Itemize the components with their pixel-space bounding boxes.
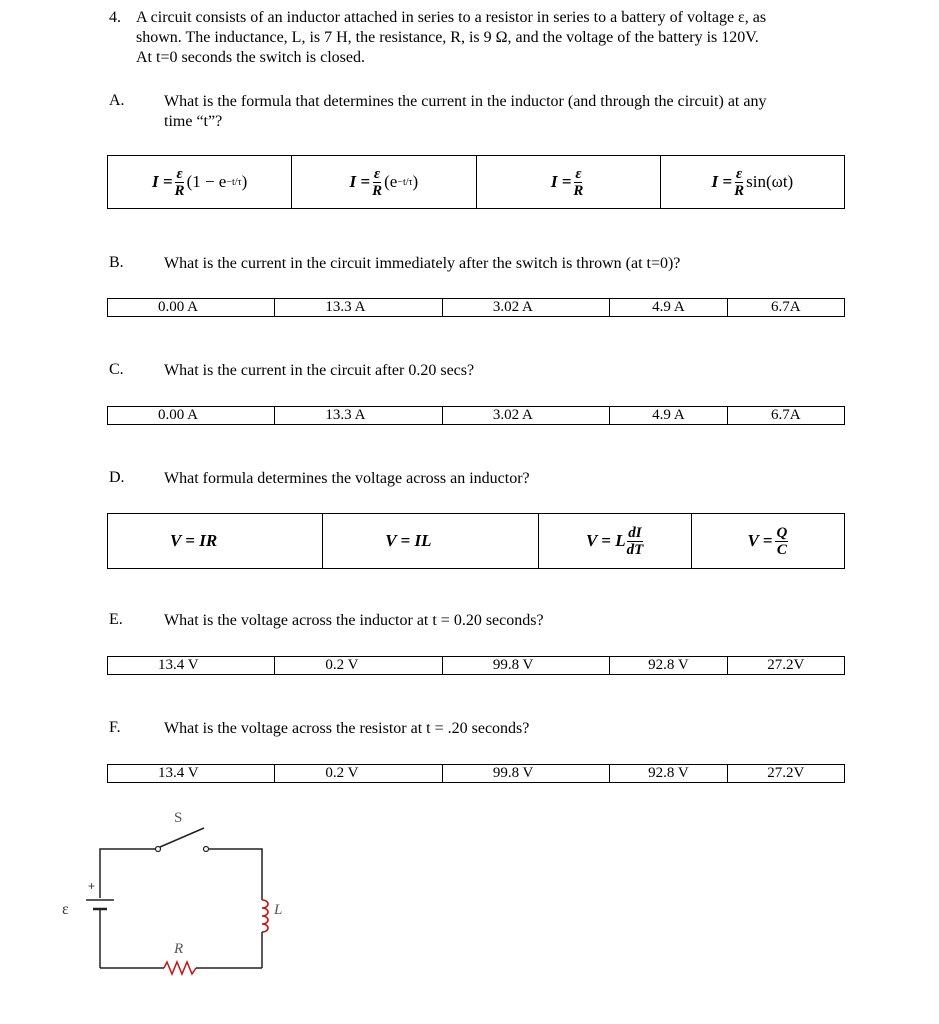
- option-a3[interactable]: I = $\frac{\varepsilon}{R}$: [477, 156, 661, 208]
- option-b3[interactable]: 3.02 A: [443, 299, 610, 316]
- problem-line-2: shown. The inductance, L, is 7 H, the resistance, R, is 9 Ω, and the voltage of the battery is 120V.: [136, 29, 759, 46]
- option-b5[interactable]: 6.7A: [771, 299, 801, 315]
- option-d2[interactable]: V = IL: [323, 514, 538, 568]
- problem-line-1: A circuit consists of an inductor attached in series to a resistor in series to a battery of voltage ε, as: [136, 9, 767, 26]
- option-b1[interactable]: 0.00 A: [108, 299, 275, 316]
- question-b-letter: B.: [109, 254, 124, 271]
- inductor-label: L: [274, 902, 283, 918]
- question-e-options: [107, 656, 845, 675]
- question-d-options: [107, 513, 845, 569]
- question-d-letter: D.: [109, 469, 125, 486]
- option-a4[interactable]: I = $\frac{\varepsilon}{R}$ sin(ωt): [711, 165, 794, 199]
- option-e3[interactable]: 99.8 V: [443, 657, 610, 674]
- option-e4[interactable]: 92.8 V: [610, 657, 727, 674]
- option-e2[interactable]: 0.2 V: [275, 657, 442, 674]
- resistor: [164, 962, 196, 974]
- question-c-options: [107, 406, 845, 425]
- option-f4[interactable]: 92.8 V: [610, 765, 727, 782]
- question-c-text: What is the current in the circuit after 0.20 secs?: [164, 362, 475, 379]
- emf-label: ε: [62, 901, 69, 918]
- question-d-text: What formula determines the voltage across an inductor?: [164, 470, 530, 487]
- switch-blade: [160, 828, 204, 847]
- question-f-text: What is the voltage across the resistor at t = .20 seconds?: [164, 720, 530, 737]
- question-a-letter: A.: [109, 92, 125, 109]
- question-f-letter: F.: [109, 719, 121, 736]
- option-e5[interactable]: 27.2V: [767, 657, 805, 673]
- resistor-label: R: [174, 941, 184, 957]
- wire-top-right: [208, 849, 262, 900]
- option-d1[interactable]: V = IR: [108, 514, 323, 568]
- option-f1[interactable]: 13.4 V: [108, 765, 275, 782]
- option-c1[interactable]: 0.00 A: [108, 407, 275, 424]
- switch-contact-right: [204, 847, 209, 852]
- question-a-line-2: time “t”?: [164, 113, 223, 130]
- option-f3[interactable]: 99.8 V: [443, 765, 610, 782]
- option-d4[interactable]: V = $\frac{Q}{C}$: [747, 524, 788, 558]
- option-c5[interactable]: 6.7A: [771, 407, 801, 423]
- option-d3[interactable]: V = L $\frac{dI}{dT}$: [539, 514, 692, 568]
- option-c2[interactable]: 13.3 A: [275, 407, 442, 424]
- question-b-text: What is the current in the circuit immediately after the switch is thrown (at t=0)?: [164, 255, 681, 272]
- problem-line-3: At t=0 seconds the switch is closed.: [136, 49, 365, 66]
- option-a1[interactable]: I = $\frac{\varepsilon}{R}$ (1 − e −t/τ ): [108, 156, 292, 208]
- option-b2[interactable]: 13.3 A: [275, 299, 442, 316]
- option-a2[interactable]: I = $\frac{\varepsilon}{R}$ (e −t/τ ): [292, 156, 476, 208]
- option-f2[interactable]: 0.2 V: [275, 765, 442, 782]
- question-e-text: What is the voltage across the inductor at t = 0.20 seconds?: [164, 612, 544, 629]
- option-e1[interactable]: 13.4 V: [108, 657, 275, 674]
- inductor: [262, 900, 268, 932]
- problem-number: 4.: [109, 9, 121, 26]
- question-f-options: [107, 764, 845, 783]
- question-a-line-1: What is the formula that determines the current in the inductor (and through the circuit) at any: [164, 93, 767, 110]
- switch-contact-left: [156, 847, 161, 852]
- circuit-diagram: [40, 800, 320, 990]
- question-b-options: [107, 298, 845, 317]
- question-c-letter: C.: [109, 361, 124, 378]
- question-a-options: [107, 155, 845, 209]
- question-e-letter: E.: [109, 611, 123, 628]
- wire-top-left: [100, 849, 156, 898]
- option-b4[interactable]: 4.9 A: [610, 299, 727, 316]
- option-c3[interactable]: 3.02 A: [443, 407, 610, 424]
- switch-label: S: [174, 810, 183, 826]
- option-c4[interactable]: 4.9 A: [610, 407, 727, 424]
- battery-plus: +: [88, 879, 96, 893]
- option-f5[interactable]: 27.2V: [767, 765, 805, 781]
